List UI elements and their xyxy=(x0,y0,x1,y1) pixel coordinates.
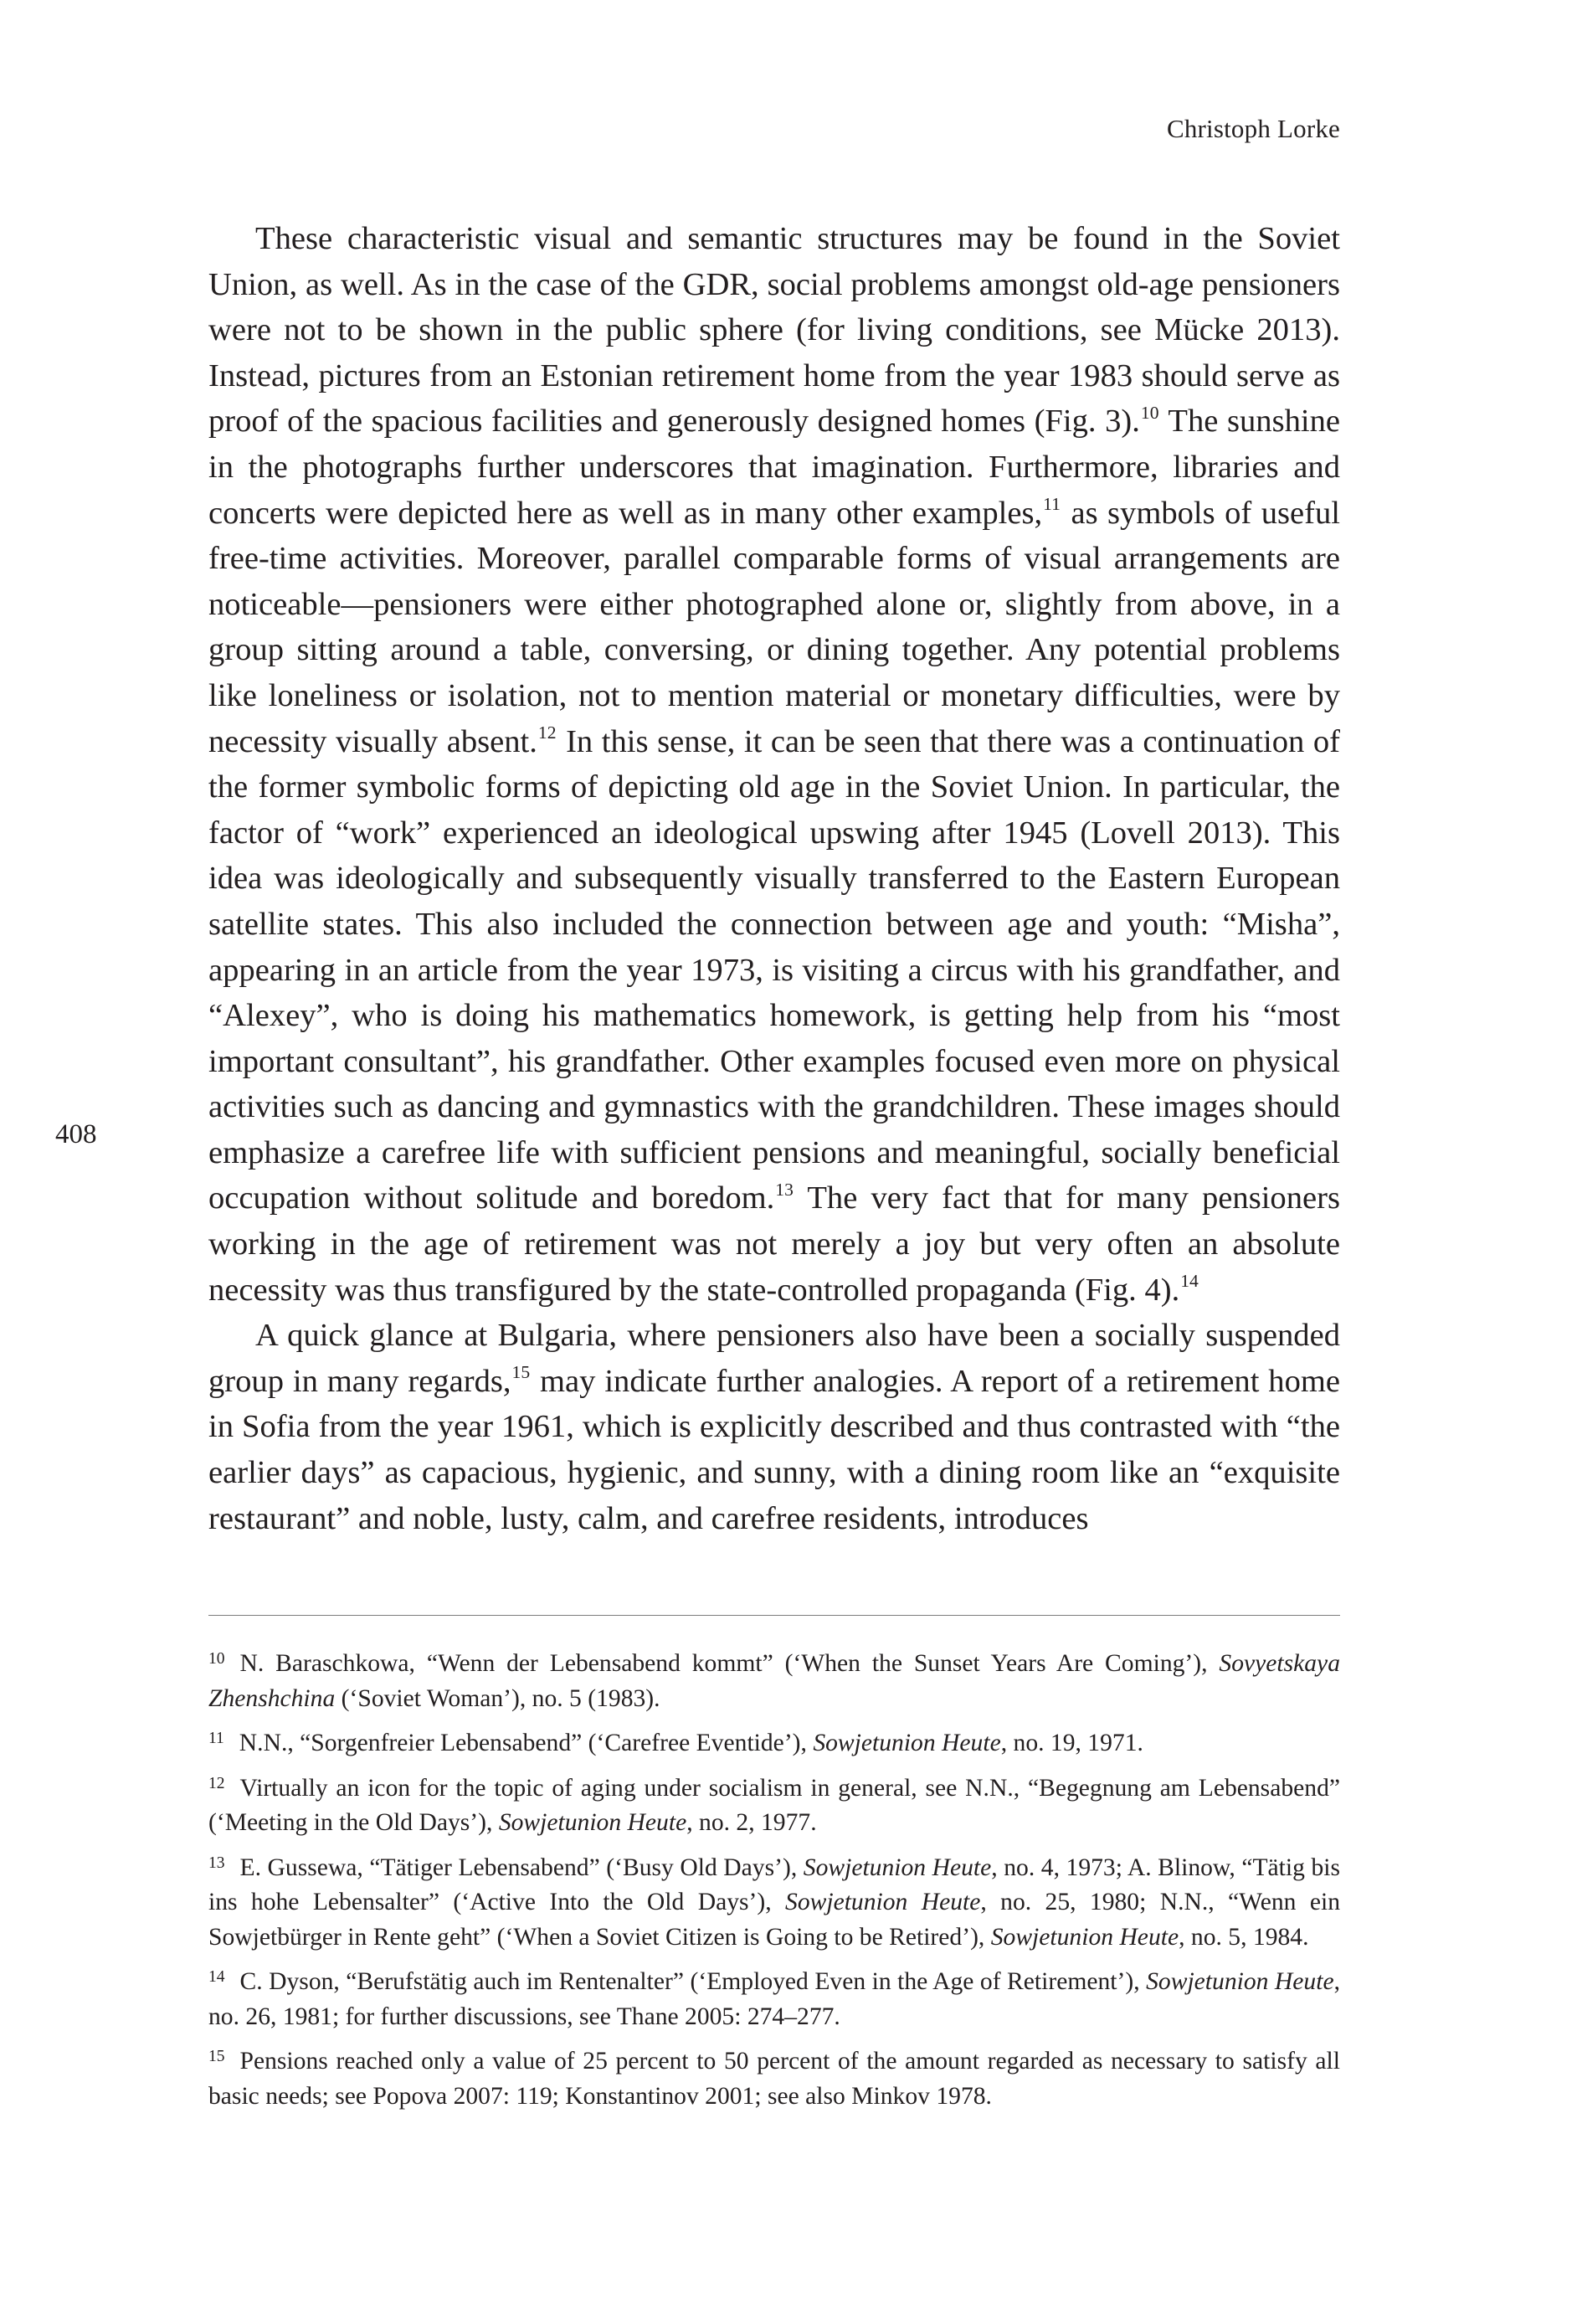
paragraph-1 xyxy=(208,216,1340,1313)
text-segment: may indicate further analogies. A report of a retirement home in Sofia from the year 1961, which is explicitly described and thus contrasted with “the earlier days” as capacious, hygienic, and sunny, with a dining room like an “exquisite restaurant” and noble, lusty, calm, and carefree residents, introduces xyxy=(208,1363,1340,1536)
text-segment: In this sense, it can be seen that there was a continuation of the former symbolic forms of depicting old age in the Soviet Union. In particular, the factor of “work” experienced an ideological upswing after 1945 (Lovell 2013). This idea was ideologically and subsequently visually transferred to the Eastern European satellite states. This also included the connection between age and youth: “Misha”, appearing in an article from the year 1973, is visiting a circus with his grandfather, and “Alexey”, who is doing his mathematics homework, is getting help from his “most important consultant”, his grandfather. Other examples focused even more on physical activities such as dancing and gymnastics with the grandchildren. These images should emphasize a carefree life with sufficient pensions and meaningful, socially beneficial occupation without solitude and boredom. xyxy=(208,723,1340,1216)
footnote-title: Sowjetunion Heute xyxy=(803,1854,992,1881)
footnote-number: 14 xyxy=(208,1968,225,1987)
footnote-text: C. Dyson, “Berufstätig auch im Rentenalter” (‘Employed Even in the Age of Retirement’), xyxy=(239,1968,1147,1995)
footnote-text: , no. 4, 1973; A. Blinow, “Tätig bis ins hohe Lebensalter” (‘Active Into the Old Days’), xyxy=(208,1854,1340,1915)
text-segment: The sunshine in the photographs further underscores that imagination. Furthermore, libraries and concerts were depicted here as well as in many other examples, xyxy=(208,404,1341,531)
footnote-ref-14[interactable]: 14 xyxy=(1180,1271,1199,1292)
footnote-10 xyxy=(208,1647,1340,1716)
footnote-ref-11[interactable]: 11 xyxy=(1043,494,1061,514)
footnote-title: Sowjetunion Heute xyxy=(1146,1968,1334,1995)
footnote-text: , no. 26, 1981; for further discussions, see Thane 2005: 274–277. xyxy=(208,1968,1340,2030)
footnote-text: , no. 5, 1984. xyxy=(1179,1923,1309,1951)
footnote-text: (‘Soviet Woman’), no. 5 (1983). xyxy=(335,1684,660,1712)
footnote-14 xyxy=(208,1965,1340,2034)
footnote-divider xyxy=(208,1615,1340,1616)
footnote-title: Sowjetunion Heute xyxy=(785,1889,981,1915)
footnotes xyxy=(208,1647,1340,2124)
footnote-text: E. Gussewa, “Tätiger Lebensabend” (‘Busy Old Days’), xyxy=(239,1854,804,1881)
text-segment: These characteristic visual and semantic structures may be found in the Soviet Union, as well. As in the case of the GDR, social problems amongst old-age pensioners were not to be shown in the public sphere (for living conditions, see Mücke 2013). Instead, pictures from an Estonian retirement home from the year 1983 should serve as proof of the spacious facilities and generously designed homes (Fig. 3). xyxy=(208,221,1340,440)
footnote-title: Sowjetunion Heute xyxy=(813,1730,1001,1756)
footnote-number: 11 xyxy=(208,1730,224,1748)
footnote-title: Sovyetskaya Zhenshchina xyxy=(208,1650,1340,1712)
footnote-title: Sowjetunion Heute xyxy=(990,1923,1179,1951)
footnote-12 xyxy=(208,1771,1340,1841)
footnote-15 xyxy=(208,2044,1340,2114)
footnote-number: 15 xyxy=(208,2048,225,2066)
footnote-text: , no. 19, 1971. xyxy=(1000,1730,1143,1756)
text-segment: The very fact that for many pensioners working in the age of retirement was not merely a joy but very often an absolute necessity was thus transfigured by the state-controlled propaganda (Fig. 4). xyxy=(208,1180,1340,1308)
footnote-number: 10 xyxy=(208,1650,225,1668)
footnote-text: N.N., “Sorgenfreier Lebensabend” (‘Carefree Eventide’), xyxy=(239,1730,814,1756)
footnote-ref-10[interactable]: 10 xyxy=(1140,402,1159,423)
footnote-text: N. Baraschkowa, “Wenn der Lebensabend kommt” (‘When the Sunset Years Are Coming’), xyxy=(239,1650,1220,1677)
paragraph-2 xyxy=(208,1313,1340,1541)
text-segment: as symbols of useful free-time activities. Moreover, parallel comparable forms of visual arrangements are noticeable—pensioners were either photographed alone or, slightly from above, in a group sitting around a table, conversing, or dining together. Any potential problems like loneliness or isolation, not to mention material or monetary difficulties, were by necessity visually absent. xyxy=(208,495,1341,759)
footnote-text: Virtually an icon for the topic of aging under socialism in general, see N.N., “Begegnung am Lebensabend” (‘Meeting in the Old Days’), xyxy=(208,1774,1340,1836)
footnote-11 xyxy=(208,1726,1340,1761)
footnote-text: , no. 25, 1980; N.N., “Wenn ein Sowjetbürger in Rente geht” (‘When a Soviet Citizen is Going to be Retired’), xyxy=(208,1889,1340,1951)
footnote-number: 12 xyxy=(208,1774,225,1792)
footnote-ref-13[interactable]: 13 xyxy=(775,1179,794,1200)
footnote-ref-15[interactable]: 15 xyxy=(511,1362,531,1383)
footnote-ref-12[interactable]: 12 xyxy=(537,722,557,743)
page-number: 408 xyxy=(55,1119,97,1149)
footnote-text: Pensions reached only a value of 25 percent to 50 percent of the amount regarded as necessary to satisfy all basic needs; see Popova 2007: 119; Konstantinov 2001; see also Minkov 1978. xyxy=(208,2048,1340,2110)
footnote-text: , no. 2, 1977. xyxy=(686,1809,817,1836)
text-segment: A quick glance at Bulgaria, where pensioners also have been a socially suspended group in many regards, xyxy=(208,1318,1340,1399)
footnote-number: 13 xyxy=(208,1854,225,1872)
footnote-title: Sowjetunion Heute xyxy=(498,1809,687,1836)
running-head: Christoph Lorke xyxy=(1166,114,1340,143)
footnote-13 xyxy=(208,1851,1340,1956)
main-text xyxy=(208,216,1340,1541)
